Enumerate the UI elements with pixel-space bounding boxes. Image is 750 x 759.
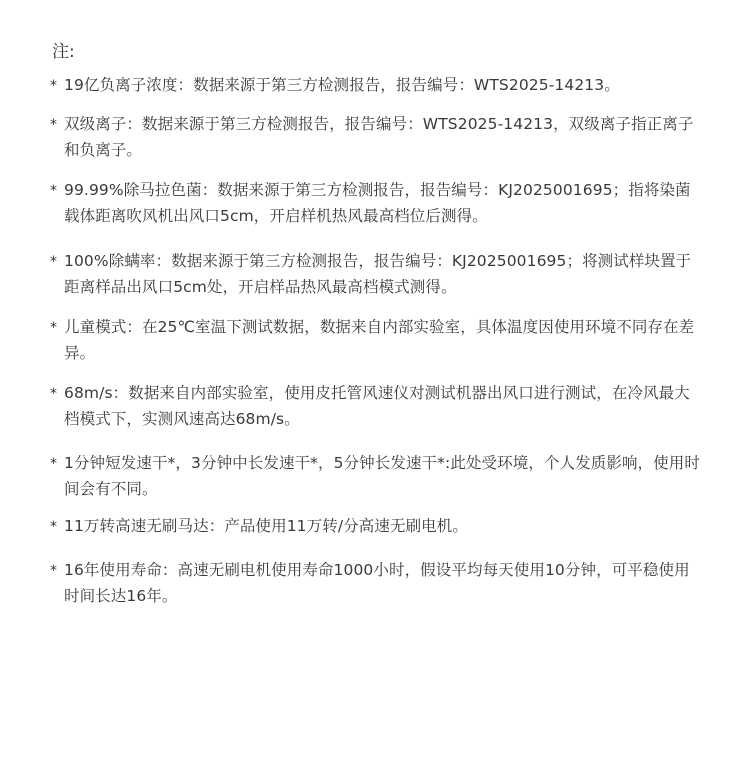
note-text: 儿童模式：在25℃室温下测试数据，数据来自内部实验室，具体温度因使用环境不同存在差异。 bbox=[64, 318, 695, 362]
bullet-asterisk: * bbox=[50, 117, 57, 133]
bullet-asterisk: * bbox=[50, 456, 57, 472]
note-text: 100%除螨率：数据来源于第三方检测报告，报告编号：KJ2025001695；将测试样块置于距离样品出风口5cm处，开启样品热风最高档模式测得。 bbox=[64, 252, 692, 296]
note-text: 1分钟短发速干*，3分钟中长发速干*，5分钟长发速干*:此处受环境，个人发质影响，使用时间会有不同。 bbox=[64, 454, 700, 498]
bullet-asterisk: * bbox=[50, 563, 57, 579]
note-text: 68m/s：数据来自内部实验室，使用皮托管风速仪对测试机器出风口进行测试，在冷风最大档模式下，实测风速高达68m/s。 bbox=[64, 384, 690, 428]
notes-title: 注: bbox=[52, 42, 75, 62]
bullet-asterisk: * bbox=[50, 519, 57, 535]
bullet-asterisk: * bbox=[50, 183, 57, 199]
note-text: 11万转高速无刷马达：产品使用11万转/分高速无刷电机。 bbox=[64, 517, 468, 535]
note-text: 19亿负离子浓度：数据来源于第三方检测报告，报告编号：WTS2025-14213。 bbox=[64, 76, 620, 94]
note-text: 16年使用寿命：高速无刷电机使用寿命1000小时，假设平均每天使用10分钟，可平稳使用时间长达16年。 bbox=[64, 561, 690, 605]
bullet-asterisk: * bbox=[50, 254, 57, 270]
bullet-asterisk: * bbox=[50, 78, 57, 94]
bullet-asterisk: * bbox=[50, 320, 57, 336]
note-text: 99.99%除马拉色菌：数据来源于第三方检测报告，报告编号：KJ2025001695；指将染菌载体距离吹风机出风口5cm，开启样机热风最高档位后测得。 bbox=[64, 181, 691, 225]
note-text: 双级离子：数据来源于第三方检测报告，报告编号：WTS2025-14213，双级离子指正离子和负离子。 bbox=[64, 115, 694, 159]
bullet-asterisk: * bbox=[50, 386, 57, 402]
